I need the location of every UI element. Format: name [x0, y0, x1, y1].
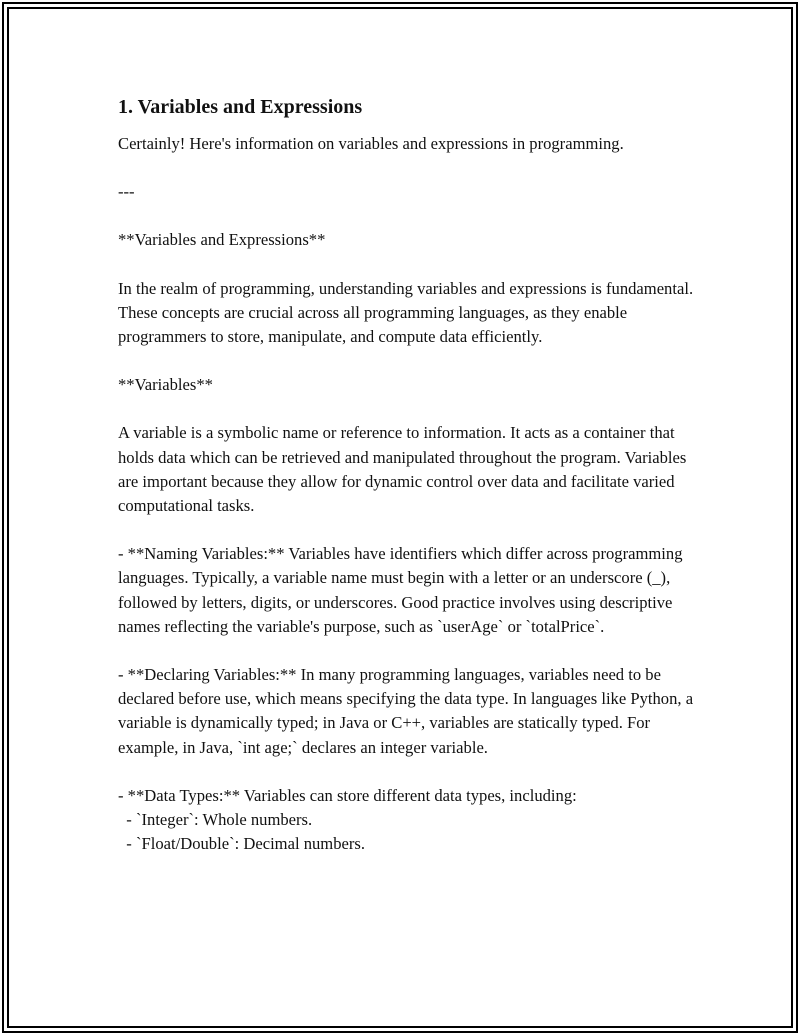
section-heading: 1. Variables and Expressions: [118, 96, 363, 118]
variable-definition-paragraph: A variable is a symbolic name or reference to information. It acts as a container that holds data which can be retrieved and manipulated throughout the program. Variables are important because they allow for dynamic control over data and facilitate varied computational tasks.: [118, 423, 691, 516]
data-types-block: [118, 784, 698, 857]
subheading-variables-and-expressions: **Variables and Expressions**: [118, 230, 326, 250]
document-body: [118, 94, 698, 856]
subheading-variables: **Variables**: [118, 375, 213, 395]
data-types-intro: - **Data Types:** Variables can store different data types, including:: [118, 785, 577, 805]
naming-variables-item: - **Naming Variables:** Variables have identifiers which differ across programming languages. Typically, a variable name must begin with a letter or an underscore (_), followed by letters, digits, or underscores. Good practice involves using descriptive names reflecting the variable's purpose, such as `userAge` or `totalPrice`.: [118, 544, 687, 636]
intro-paragraph: Certainly! Here's information on variables and expressions in programming.: [118, 134, 624, 153]
realm-paragraph: In the realm of programming, understanding variables and expressions is fundamental. These concepts are crucial across all programming languages, as they enable programmers to store, manipulate, and compute data efficiently.: [118, 278, 697, 347]
separator-line: ---: [118, 182, 135, 202]
data-type-integer: - `Integer`: Whole numbers.: [118, 810, 313, 830]
data-type-float-double: - `Float/Double`: Decimal numbers.: [118, 834, 366, 854]
declaring-variables-item: - **Declaring Variables:** In many programming languages, variables need to be declared before use, which means specifying the data type. In languages like Python, a variable is dynamically typed; in Java or C++, variables are statically typed. For example, in Java, `int age;` declares an integer variable.: [118, 665, 698, 757]
